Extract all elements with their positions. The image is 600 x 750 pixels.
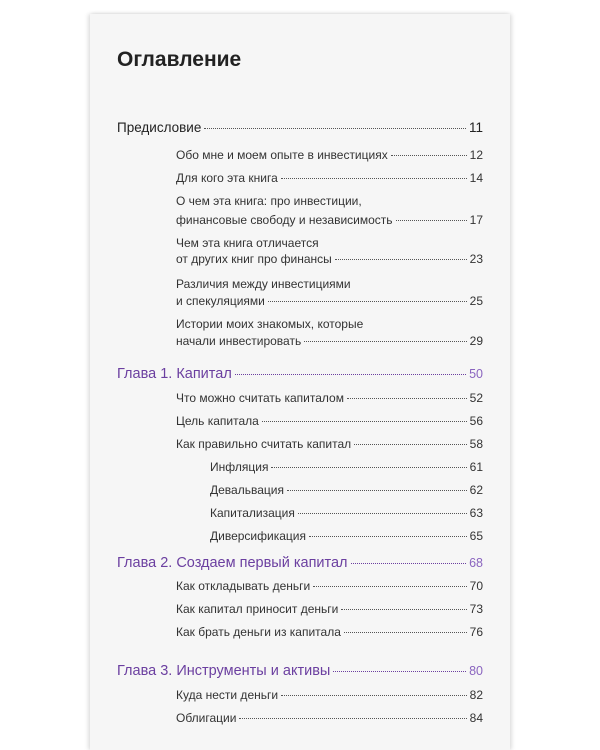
leader-dots <box>268 300 467 302</box>
toc-entry-first-line: Истории моих знакомых, которые <box>176 317 364 331</box>
toc-entry-label: начали инвестировать <box>176 334 302 348</box>
toc-entry-label: Для кого эта книга <box>176 171 278 185</box>
leader-dots <box>344 631 467 633</box>
toc-entry-section[interactable] <box>176 688 483 702</box>
toc-entry-page: 63 <box>469 506 483 520</box>
toc-entry-page: 58 <box>469 437 483 451</box>
toc-entry-label: Как откладывать деньги <box>176 579 311 593</box>
toc-entry-page: 65 <box>469 529 483 543</box>
leader-dots <box>262 420 467 422</box>
leader-dots <box>313 585 466 587</box>
toc-entry-label: финансовые свободу и независимость <box>176 213 393 227</box>
toc-entry-label: Облигации <box>176 711 237 725</box>
toc-entry-section[interactable] <box>176 334 483 348</box>
toc-entry-label: Предисловие <box>117 120 202 135</box>
toc-entry-section[interactable] <box>176 252 483 266</box>
toc-entry-section[interactable] <box>176 625 483 639</box>
toc-entry-label: Глава 2. Создаем первый капитал <box>117 555 348 571</box>
toc-entry-section[interactable] <box>176 391 483 405</box>
toc-entry-page: 11 <box>468 120 483 135</box>
leader-dots <box>281 694 467 696</box>
leader-dots <box>239 717 466 719</box>
toc-entry-label: Глава 1. Капитал <box>117 366 232 382</box>
toc-entry-preface[interactable] <box>117 120 483 135</box>
toc-entry-label: Как правильно считать капитал <box>176 437 352 451</box>
leader-dots <box>347 397 467 399</box>
leader-dots <box>304 340 466 342</box>
toc-entry-page: 62 <box>469 483 483 497</box>
toc-entry-label: и спекуляциями <box>176 294 265 308</box>
toc-entry-label: Цель капитала <box>176 414 259 428</box>
toc-entry-section[interactable] <box>176 711 483 725</box>
leader-dots <box>333 670 466 672</box>
toc-entry-chapter-3[interactable] <box>117 663 483 679</box>
leader-dots <box>335 258 467 260</box>
leader-dots <box>391 154 467 156</box>
toc-entry-page: 25 <box>469 294 483 308</box>
toc-entry-first-line: Чем эта книга отличается <box>176 236 319 250</box>
toc-entry-page: 61 <box>469 460 483 474</box>
toc-entry-subsection[interactable] <box>210 460 483 474</box>
toc-entry-page: 84 <box>469 711 483 725</box>
leader-dots <box>287 489 467 491</box>
toc-entry-chapter-1[interactable] <box>117 366 483 382</box>
leader-dots <box>341 608 466 610</box>
leader-dots <box>351 562 467 564</box>
toc-entry-label: Девальвация <box>210 483 284 497</box>
leader-dots <box>396 219 467 221</box>
toc-entry-label: Обо мне и моем опыте в инвестициях <box>176 148 388 162</box>
toc-entry-section[interactable] <box>176 579 483 593</box>
leader-dots <box>271 466 466 468</box>
toc-entry-section[interactable] <box>176 414 483 428</box>
toc-entry-page: 29 <box>469 334 483 348</box>
toc-entry-label: Куда нести деньги <box>176 688 279 702</box>
toc-entry-section[interactable] <box>176 294 483 308</box>
toc-entry-section[interactable] <box>176 213 483 227</box>
toc-entry-section[interactable] <box>176 437 483 451</box>
toc-entry-page: 73 <box>469 602 483 616</box>
toc-entry-page: 56 <box>469 414 483 428</box>
toc-entry-subsection[interactable] <box>210 483 483 497</box>
toc-entry-page: 12 <box>469 148 483 162</box>
toc-entry-label: Глава 3. Инструменты и активы <box>117 663 331 679</box>
toc-entry-page: 50 <box>469 367 483 381</box>
toc-entry-page: 23 <box>469 252 483 266</box>
toc-entry-chapter-2[interactable] <box>117 555 483 571</box>
leader-dots <box>298 512 467 514</box>
toc-entry-first-line: Различия между инвестициями <box>176 277 351 291</box>
leader-dots <box>204 127 466 129</box>
toc-entry-label: Диверсификация <box>210 529 306 543</box>
toc-entry-page: 68 <box>469 556 483 570</box>
toc-entry-subsection[interactable] <box>210 506 483 520</box>
toc-entry-section[interactable] <box>176 148 483 162</box>
toc-entry-label: Капитализация <box>210 506 295 520</box>
page-title: Оглавление <box>117 48 242 71</box>
leader-dots <box>281 177 467 179</box>
toc-entry-page: 14 <box>469 171 483 185</box>
leader-dots <box>354 443 466 445</box>
toc-entry-page: 17 <box>469 213 483 227</box>
toc-entry-page: 70 <box>469 579 483 593</box>
toc-entry-page: 82 <box>469 688 483 702</box>
toc-entry-label: Как капитал приносит деньги <box>176 602 339 616</box>
toc-entry-label: от других книг про финансы <box>176 252 332 266</box>
leader-dots <box>235 373 466 375</box>
toc-entry-label: Что можно считать капиталом <box>176 391 344 405</box>
table-of-contents <box>90 14 510 750</box>
toc-entry-label: Инфляция <box>210 460 269 474</box>
toc-entry-first-line: О чем эта книга: про инвестиции, <box>176 194 362 208</box>
toc-entry-page: 80 <box>469 664 483 678</box>
toc-entry-section[interactable] <box>176 171 483 185</box>
toc-entry-section[interactable] <box>176 602 483 616</box>
book-page <box>90 14 510 750</box>
toc-entry-page: 52 <box>469 391 483 405</box>
toc-entry-subsection[interactable] <box>210 529 483 543</box>
toc-entry-page: 76 <box>469 625 483 639</box>
leader-dots <box>309 535 467 537</box>
toc-entry-label: Как брать деньги из капитала <box>176 625 341 639</box>
